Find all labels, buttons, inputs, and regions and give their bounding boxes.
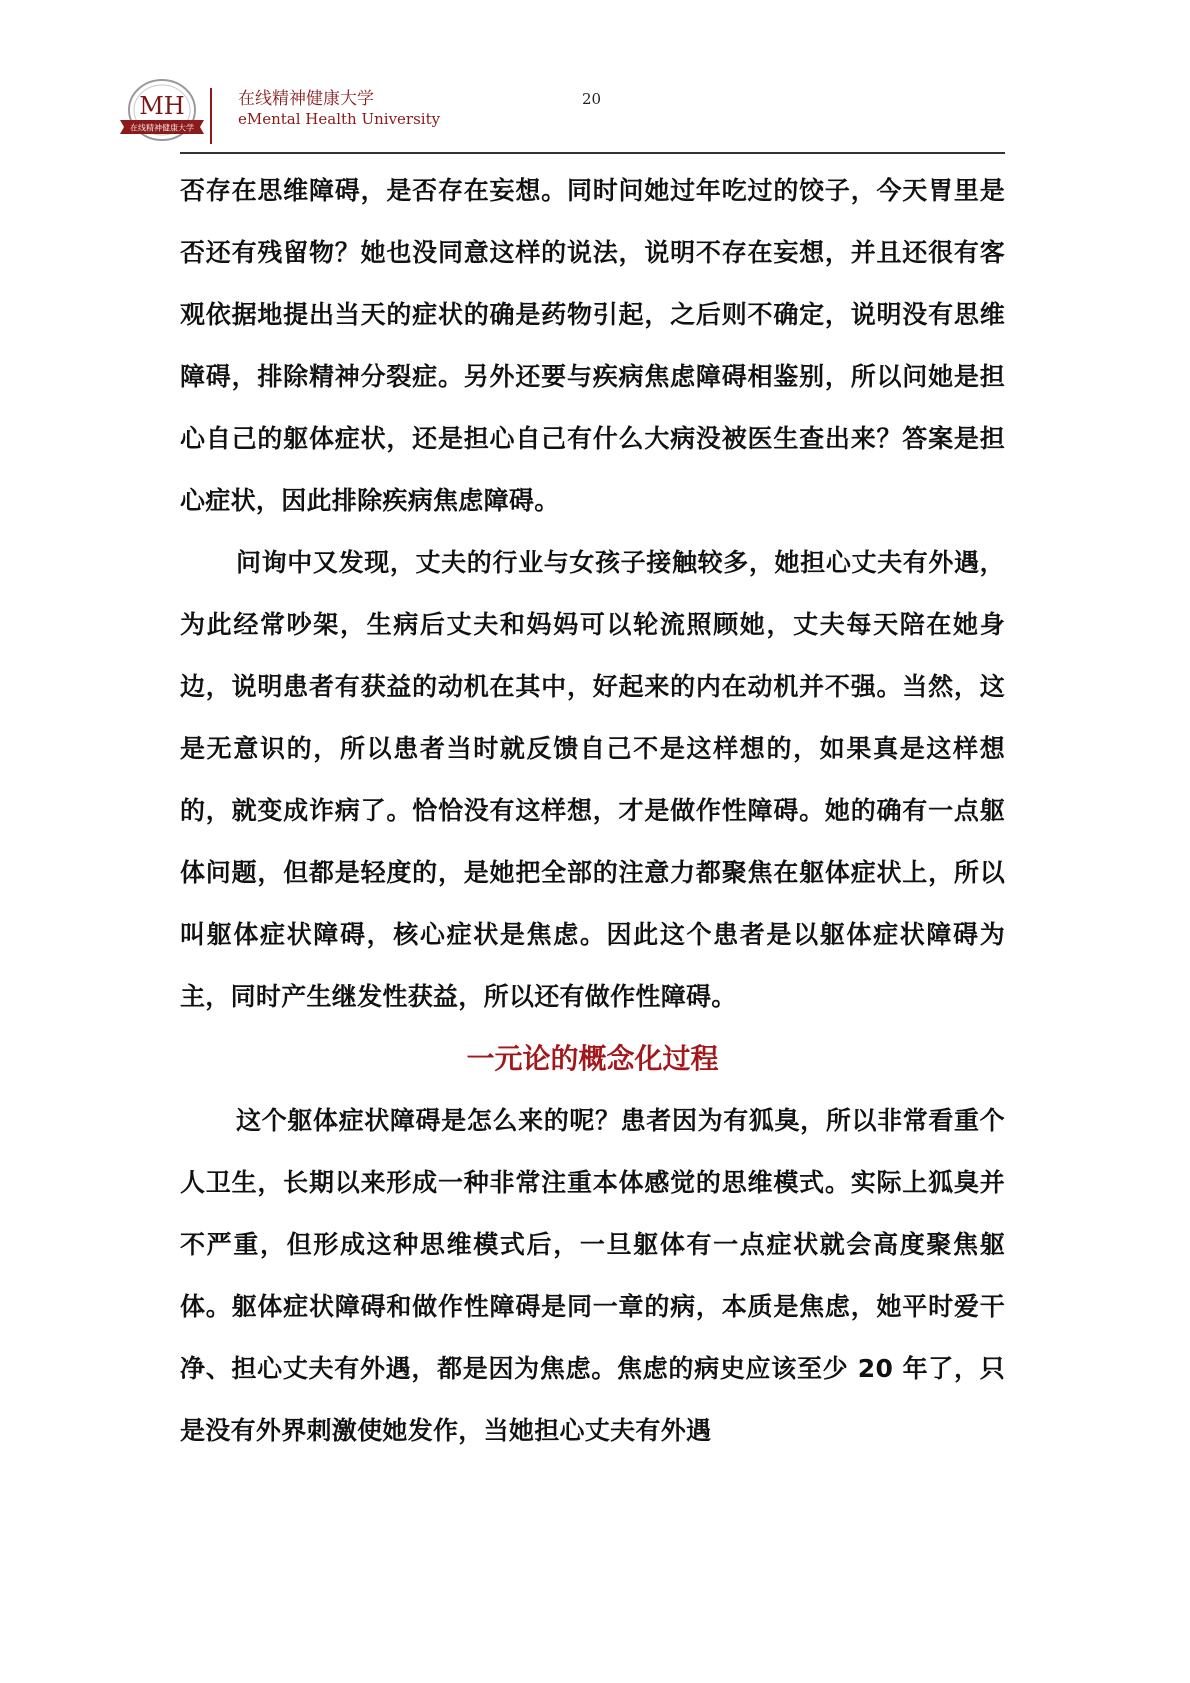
mh-logo-icon xyxy=(116,76,208,152)
paragraph: 否存在思维障碍，是否存在妄想。同时问她过年吃过的饺子，今天胃里是否还有残留物？她也没同意这样的说法，说明不存在妄想，并且还很有客观依据地提出当天的症状的确是药物引起，之后则不确定，说明没有思维障碍，排除精神分裂症。另外还要与疾病焦虑障碍相鉴别，所以问她是担心自己的躯体症状，还是担心自己有什么大病没被医生查出来？答案是担心症状，因此排除疾病焦虑障碍。 xyxy=(180,176,1005,515)
org-name-en: eMental Health University xyxy=(238,110,441,128)
paragraph: 这个躯体症状障碍是怎么来的呢？患者因为有狐臭，所以非常看重个人卫生，长期以来形成一种非常注重本体感觉的思维模式。实际上狐臭并不严重，但形成这种思维模式后，一旦躯体有一点症状就会高度聚焦躯体。躯体症状障碍和做作性障碍是同一章的病，本质是焦虑，她平时爱干净、担心丈夫有外遇，都是因为焦虑。焦虑的病史应该至少 20 年了，只是没有外界刺激使她发作，当她担心丈夫有外遇 xyxy=(180,1106,1005,1445)
logo-divider xyxy=(210,88,212,144)
section-heading: 一元论的概念化过程 xyxy=(466,1042,719,1075)
page-number: 20 xyxy=(582,90,602,108)
org-name-cn: 在线精神健康大学 xyxy=(238,89,374,109)
page-header xyxy=(0,0,1190,150)
logo-text: MH xyxy=(139,92,185,120)
page-body xyxy=(180,160,1005,1462)
header-rule xyxy=(180,152,1005,154)
logo-banner-text: 在线精神健康大学 xyxy=(130,123,194,133)
paragraph: 问询中又发现，丈夫的行业与女孩子接触较多，她担心丈夫有外遇，为此经常吵架，生病后丈夫和妈妈可以轮流照顾她，丈夫每天陪在她身边，说明患者有获益的动机在其中，好起来的内在动机并不强。当然，这是无意识的，所以患者当时就反馈自己不是这样想的，如果真是这样想的，就变成诈病了。恰恰没有这样想，才是做作性障碍。她的确有一点躯体问题，但都是轻度的，是她把全部的注意力都聚焦在躯体症状上，所以叫躯体症状障碍，核心症状是焦虑。因此这个患者是以躯体症状障碍为主，同时产生继发性获益，所以还有做作性障碍。 xyxy=(180,548,1005,1011)
